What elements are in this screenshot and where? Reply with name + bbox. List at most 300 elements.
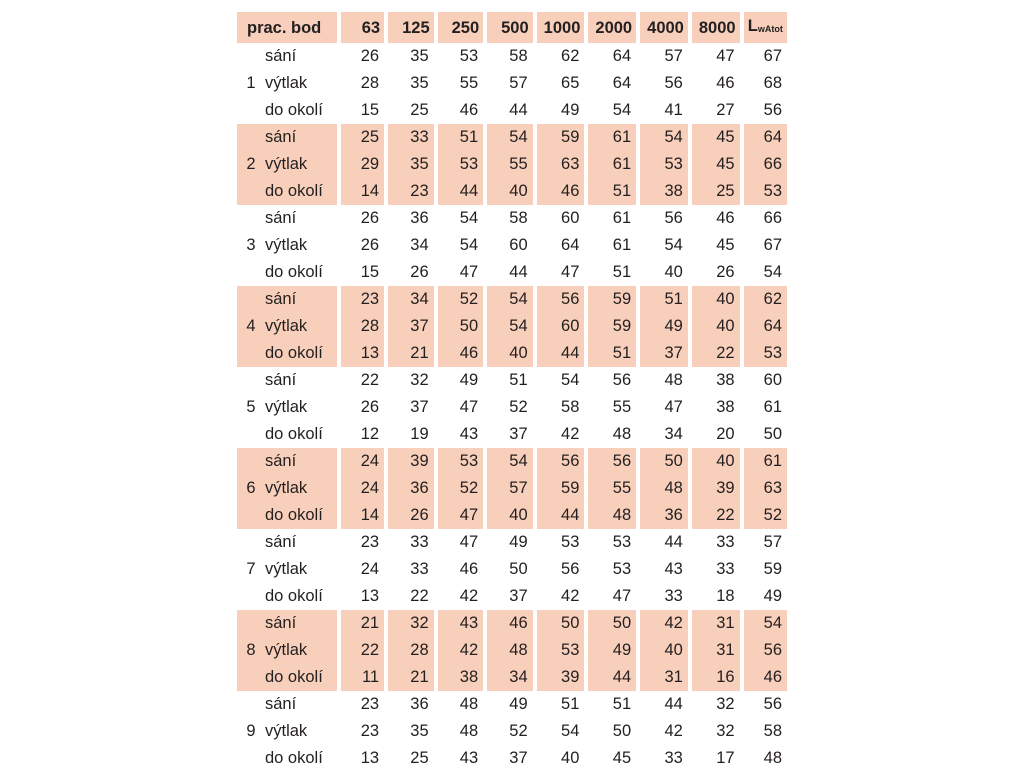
table-row <box>237 286 787 313</box>
value-cell: 57 <box>487 475 533 502</box>
value-cell: 47 <box>561 263 580 281</box>
total-value-cell: 48 <box>763 749 782 767</box>
total-value-cell: 64 <box>744 124 787 151</box>
row-label-cell <box>237 529 337 556</box>
noise-table-container <box>237 12 791 772</box>
value-cell: 54 <box>487 124 533 151</box>
value-cell: 32 <box>388 610 434 637</box>
table-row <box>237 583 787 610</box>
value-cell: 34 <box>388 286 434 313</box>
value-cell: 37 <box>509 749 528 767</box>
value-cell: 55 <box>487 151 533 178</box>
value-cell: 26 <box>410 263 429 281</box>
value-cell: 56 <box>664 74 683 92</box>
value-cell: 40 <box>561 749 580 767</box>
value-cell: 47 <box>612 587 632 605</box>
header-freq-63: 63 <box>341 12 385 43</box>
total-value-cell: 67 <box>763 236 782 254</box>
value-cell: 15 <box>360 101 380 119</box>
value-cell: 44 <box>664 695 683 713</box>
value-cell: 58 <box>509 47 528 65</box>
value-cell: 50 <box>509 560 528 578</box>
value-cell: 54 <box>664 236 683 254</box>
value-cell: 53 <box>612 560 632 578</box>
value-cell: 42 <box>561 587 580 605</box>
row-label-cell <box>237 691 337 718</box>
value-cell: 37 <box>509 587 528 605</box>
header-freq-500: 500 <box>487 12 533 43</box>
measurement-label: do okolí <box>265 749 323 767</box>
header-total <box>744 12 787 43</box>
value-cell: 33 <box>388 124 434 151</box>
value-cell: 43 <box>459 425 479 443</box>
measurement-label: sání <box>265 533 297 551</box>
value-cell: 54 <box>561 722 580 740</box>
total-value-cell: 49 <box>763 587 782 605</box>
measurement-label: výtlak <box>265 236 308 254</box>
table-row <box>237 394 787 421</box>
total-value-cell: 56 <box>763 101 782 119</box>
value-cell: 44 <box>509 101 528 119</box>
value-cell: 60 <box>537 313 585 340</box>
value-cell: 47 <box>664 398 683 416</box>
measurement-label: do okolí <box>265 101 323 119</box>
value-cell: 36 <box>410 695 429 713</box>
total-value-cell: 46 <box>744 664 787 691</box>
value-cell: 37 <box>509 425 528 443</box>
value-cell: 13 <box>341 340 385 367</box>
table-row <box>237 151 787 178</box>
value-cell: 11 <box>341 664 385 691</box>
value-cell: 44 <box>664 533 683 551</box>
table-row <box>237 124 787 151</box>
measurement-label: sání <box>265 695 297 713</box>
row-label-cell <box>237 70 337 97</box>
value-cell: 23 <box>360 695 380 713</box>
header-total-main: L <box>747 17 758 35</box>
row-label-cell <box>237 367 337 394</box>
total-value-cell: 66 <box>763 209 782 227</box>
header-freq-2000: 2000 <box>588 12 636 43</box>
table-row <box>237 529 787 556</box>
value-cell: 56 <box>561 560 580 578</box>
value-cell: 59 <box>537 124 585 151</box>
value-cell: 57 <box>664 47 683 65</box>
value-cell: 38 <box>716 398 735 416</box>
value-cell: 59 <box>588 286 636 313</box>
value-cell: 23 <box>341 286 385 313</box>
value-cell: 53 <box>612 533 632 551</box>
value-cell: 34 <box>410 236 429 254</box>
value-cell: 49 <box>588 637 636 664</box>
header-freq-4000: 4000 <box>640 12 688 43</box>
measurement-label: výtlak <box>265 722 308 740</box>
value-cell: 50 <box>537 610 585 637</box>
value-cell: 40 <box>664 263 683 281</box>
value-cell: 50 <box>588 610 636 637</box>
value-cell: 61 <box>588 151 636 178</box>
row-label-cell <box>237 664 337 691</box>
table-row <box>237 232 787 259</box>
value-cell: 52 <box>509 722 528 740</box>
value-cell: 36 <box>388 475 434 502</box>
value-cell: 55 <box>588 475 636 502</box>
value-cell: 44 <box>438 178 484 205</box>
row-label-cell <box>237 178 337 205</box>
value-cell: 35 <box>388 151 434 178</box>
measurement-label: do okolí <box>265 182 323 200</box>
value-cell: 36 <box>640 502 688 529</box>
table-body <box>237 43 787 772</box>
point-number: 3 <box>246 236 256 254</box>
value-cell: 19 <box>410 425 429 443</box>
total-value-cell: 54 <box>744 610 787 637</box>
value-cell: 40 <box>487 178 533 205</box>
value-cell: 56 <box>537 286 585 313</box>
point-number: 8 <box>246 641 256 659</box>
row-label-cell <box>237 448 337 475</box>
value-cell: 51 <box>612 695 632 713</box>
measurement-label: sání <box>265 290 297 308</box>
value-cell: 47 <box>716 47 735 65</box>
value-cell: 45 <box>692 151 740 178</box>
measurement-label: výtlak <box>265 560 308 578</box>
measurement-label: sání <box>265 209 297 227</box>
value-cell: 48 <box>588 502 636 529</box>
value-cell: 54 <box>487 313 533 340</box>
value-cell: 42 <box>438 637 484 664</box>
table-row <box>237 367 787 394</box>
value-cell: 34 <box>487 664 533 691</box>
value-cell: 23 <box>360 533 380 551</box>
point-number: 1 <box>246 74 256 92</box>
value-cell: 26 <box>360 236 380 254</box>
value-cell: 44 <box>537 502 585 529</box>
value-cell: 54 <box>640 124 688 151</box>
total-value-cell: 68 <box>763 74 782 92</box>
value-cell: 23 <box>360 722 380 740</box>
measurement-label: sání <box>265 614 297 632</box>
measurement-label: do okolí <box>265 668 323 686</box>
value-cell: 36 <box>410 209 429 227</box>
value-cell: 24 <box>360 560 380 578</box>
point-number: 2 <box>246 155 256 173</box>
value-cell: 39 <box>537 664 585 691</box>
value-cell: 42 <box>561 425 580 443</box>
measurement-label: výtlak <box>265 479 308 497</box>
value-cell: 52 <box>438 286 484 313</box>
total-value-cell: 63 <box>744 475 787 502</box>
value-cell: 26 <box>716 263 735 281</box>
value-cell: 29 <box>341 151 385 178</box>
table-row <box>237 43 787 70</box>
value-cell: 13 <box>360 587 380 605</box>
value-cell: 44 <box>588 664 636 691</box>
total-value-cell: 56 <box>744 637 787 664</box>
value-cell: 59 <box>537 475 585 502</box>
value-cell: 45 <box>612 749 632 767</box>
value-cell: 39 <box>692 475 740 502</box>
value-cell: 25 <box>692 178 740 205</box>
value-cell: 46 <box>438 340 484 367</box>
table-row <box>237 556 787 583</box>
row-label-cell <box>237 583 337 610</box>
total-value-cell: 53 <box>744 340 787 367</box>
table-row <box>237 475 787 502</box>
point-number: 4 <box>246 317 256 335</box>
value-cell: 55 <box>459 74 479 92</box>
value-cell: 44 <box>509 263 528 281</box>
value-cell: 22 <box>360 371 380 389</box>
measurement-label: sání <box>265 128 297 146</box>
value-cell: 28 <box>388 637 434 664</box>
value-cell: 51 <box>640 286 688 313</box>
value-cell: 32 <box>410 371 429 389</box>
value-cell: 42 <box>664 722 683 740</box>
value-cell: 26 <box>360 47 380 65</box>
value-cell: 24 <box>341 448 385 475</box>
total-value-cell: 61 <box>763 398 782 416</box>
table-row <box>237 178 787 205</box>
value-cell: 53 <box>438 448 484 475</box>
measurement-label: do okolí <box>265 587 323 605</box>
total-value-cell: 54 <box>763 263 782 281</box>
row-label-cell <box>237 232 337 259</box>
value-cell: 40 <box>692 448 740 475</box>
point-number: 5 <box>246 398 256 416</box>
value-cell: 49 <box>509 533 528 551</box>
total-value-cell: 50 <box>763 425 782 443</box>
value-cell: 41 <box>664 101 683 119</box>
value-cell: 48 <box>459 695 479 713</box>
value-cell: 12 <box>360 425 380 443</box>
value-cell: 24 <box>341 475 385 502</box>
value-cell: 33 <box>410 533 429 551</box>
measurement-label: výtlak <box>265 398 308 416</box>
value-cell: 34 <box>664 425 683 443</box>
table-row <box>237 421 787 448</box>
value-cell: 27 <box>716 101 735 119</box>
value-cell: 35 <box>410 74 429 92</box>
value-cell: 56 <box>664 209 683 227</box>
table-row <box>237 664 787 691</box>
value-cell: 28 <box>341 313 385 340</box>
value-cell: 51 <box>588 340 636 367</box>
value-cell: 51 <box>612 263 632 281</box>
value-cell: 38 <box>716 371 735 389</box>
value-cell: 44 <box>537 340 585 367</box>
value-cell: 33 <box>410 560 429 578</box>
value-cell: 58 <box>509 209 528 227</box>
value-cell: 43 <box>459 749 479 767</box>
value-cell: 26 <box>388 502 434 529</box>
value-cell: 54 <box>561 371 580 389</box>
total-value-cell: 61 <box>744 448 787 475</box>
value-cell: 54 <box>487 286 533 313</box>
measurement-label: výtlak <box>265 641 308 659</box>
value-cell: 60 <box>509 236 528 254</box>
value-cell: 22 <box>341 637 385 664</box>
row-label-cell <box>237 97 337 124</box>
total-value-cell: 66 <box>744 151 787 178</box>
row-label-cell <box>237 43 337 70</box>
measurement-label: výtlak <box>265 317 308 335</box>
row-label-cell <box>237 718 337 745</box>
value-cell: 61 <box>612 236 632 254</box>
value-cell: 43 <box>438 610 484 637</box>
value-cell: 46 <box>716 209 735 227</box>
value-cell: 54 <box>612 101 632 119</box>
row-label-cell <box>237 394 337 421</box>
value-cell: 22 <box>692 340 740 367</box>
value-cell: 54 <box>487 448 533 475</box>
total-value-cell: 59 <box>763 560 782 578</box>
value-cell: 25 <box>341 124 385 151</box>
value-cell: 31 <box>640 664 688 691</box>
value-cell: 18 <box>716 587 735 605</box>
value-cell: 61 <box>612 209 632 227</box>
value-cell: 31 <box>692 637 740 664</box>
value-cell: 56 <box>588 448 636 475</box>
value-cell: 57 <box>509 74 528 92</box>
table-row <box>237 502 787 529</box>
measurement-label: do okolí <box>265 506 323 524</box>
value-cell: 32 <box>716 722 735 740</box>
measurement-label: sání <box>265 371 297 389</box>
value-cell: 56 <box>537 448 585 475</box>
value-cell: 26 <box>360 209 380 227</box>
table-row <box>237 340 787 367</box>
row-label-cell <box>237 313 337 340</box>
value-cell: 49 <box>509 695 528 713</box>
value-cell: 51 <box>438 124 484 151</box>
measurement-label: do okolí <box>265 263 323 281</box>
value-cell: 46 <box>459 101 479 119</box>
value-cell: 23 <box>388 178 434 205</box>
value-cell: 53 <box>640 151 688 178</box>
value-cell: 65 <box>561 74 580 92</box>
value-cell: 46 <box>537 178 585 205</box>
value-cell: 33 <box>664 749 683 767</box>
value-cell: 21 <box>388 340 434 367</box>
value-cell: 53 <box>561 533 580 551</box>
value-cell: 60 <box>561 209 580 227</box>
value-cell: 21 <box>341 610 385 637</box>
total-value-cell: 64 <box>744 313 787 340</box>
value-cell: 33 <box>664 587 683 605</box>
value-cell: 53 <box>459 47 479 65</box>
row-label-cell <box>237 340 337 367</box>
total-value-cell: 67 <box>763 47 782 65</box>
row-label-cell <box>237 610 337 637</box>
measurement-label: do okolí <box>265 344 323 362</box>
value-cell: 49 <box>561 101 580 119</box>
value-cell: 33 <box>716 560 735 578</box>
value-cell: 28 <box>360 74 380 92</box>
value-cell: 54 <box>459 209 479 227</box>
total-value-cell: 62 <box>744 286 787 313</box>
value-cell: 56 <box>612 371 632 389</box>
value-cell: 37 <box>640 340 688 367</box>
table-row <box>237 259 787 286</box>
table-header-row <box>237 12 787 43</box>
value-cell: 55 <box>612 398 632 416</box>
value-cell: 22 <box>692 502 740 529</box>
value-cell: 48 <box>459 722 479 740</box>
value-cell: 46 <box>487 610 533 637</box>
value-cell: 50 <box>438 313 484 340</box>
value-cell: 64 <box>612 47 632 65</box>
value-cell: 46 <box>459 560 479 578</box>
value-cell: 17 <box>716 749 735 767</box>
table-row <box>237 205 787 232</box>
value-cell: 51 <box>588 178 636 205</box>
value-cell: 48 <box>664 371 683 389</box>
value-cell: 48 <box>640 475 688 502</box>
value-cell: 20 <box>716 425 735 443</box>
row-label-cell <box>237 286 337 313</box>
value-cell: 43 <box>664 560 683 578</box>
table-row <box>237 70 787 97</box>
measurement-label: sání <box>265 452 297 470</box>
value-cell: 53 <box>537 637 585 664</box>
table-row <box>237 691 787 718</box>
value-cell: 38 <box>640 178 688 205</box>
value-cell: 16 <box>692 664 740 691</box>
total-value-cell: 60 <box>763 371 782 389</box>
row-label-cell <box>237 502 337 529</box>
total-value-cell: 53 <box>744 178 787 205</box>
value-cell: 64 <box>612 74 632 92</box>
total-value-cell: 57 <box>763 533 782 551</box>
value-cell: 58 <box>561 398 580 416</box>
value-cell: 15 <box>360 263 380 281</box>
value-cell: 26 <box>360 398 380 416</box>
point-number: 7 <box>246 560 256 578</box>
value-cell: 49 <box>640 313 688 340</box>
header-freq-1000: 1000 <box>537 12 585 43</box>
value-cell: 48 <box>487 637 533 664</box>
measurement-label: do okolí <box>265 425 323 443</box>
header-label: prac. bod <box>237 12 337 43</box>
value-cell: 40 <box>692 286 740 313</box>
value-cell: 47 <box>459 263 479 281</box>
row-label-cell <box>237 124 337 151</box>
value-cell: 47 <box>459 533 479 551</box>
value-cell: 47 <box>459 398 479 416</box>
measurement-label: sání <box>265 47 297 65</box>
total-value-cell: 52 <box>744 502 787 529</box>
value-cell: 51 <box>509 371 528 389</box>
value-cell: 14 <box>341 502 385 529</box>
value-cell: 37 <box>410 398 429 416</box>
point-number: 9 <box>246 722 256 740</box>
value-cell: 40 <box>487 340 533 367</box>
row-label-cell <box>237 259 337 286</box>
value-cell: 52 <box>509 398 528 416</box>
value-cell: 25 <box>410 101 429 119</box>
value-cell: 51 <box>561 695 580 713</box>
value-cell: 48 <box>612 425 632 443</box>
value-cell: 42 <box>459 587 479 605</box>
value-cell: 35 <box>410 47 429 65</box>
row-label-cell <box>237 556 337 583</box>
value-cell: 25 <box>410 749 429 767</box>
value-cell: 61 <box>588 124 636 151</box>
table-row <box>237 313 787 340</box>
row-label-cell <box>237 637 337 664</box>
value-cell: 63 <box>537 151 585 178</box>
